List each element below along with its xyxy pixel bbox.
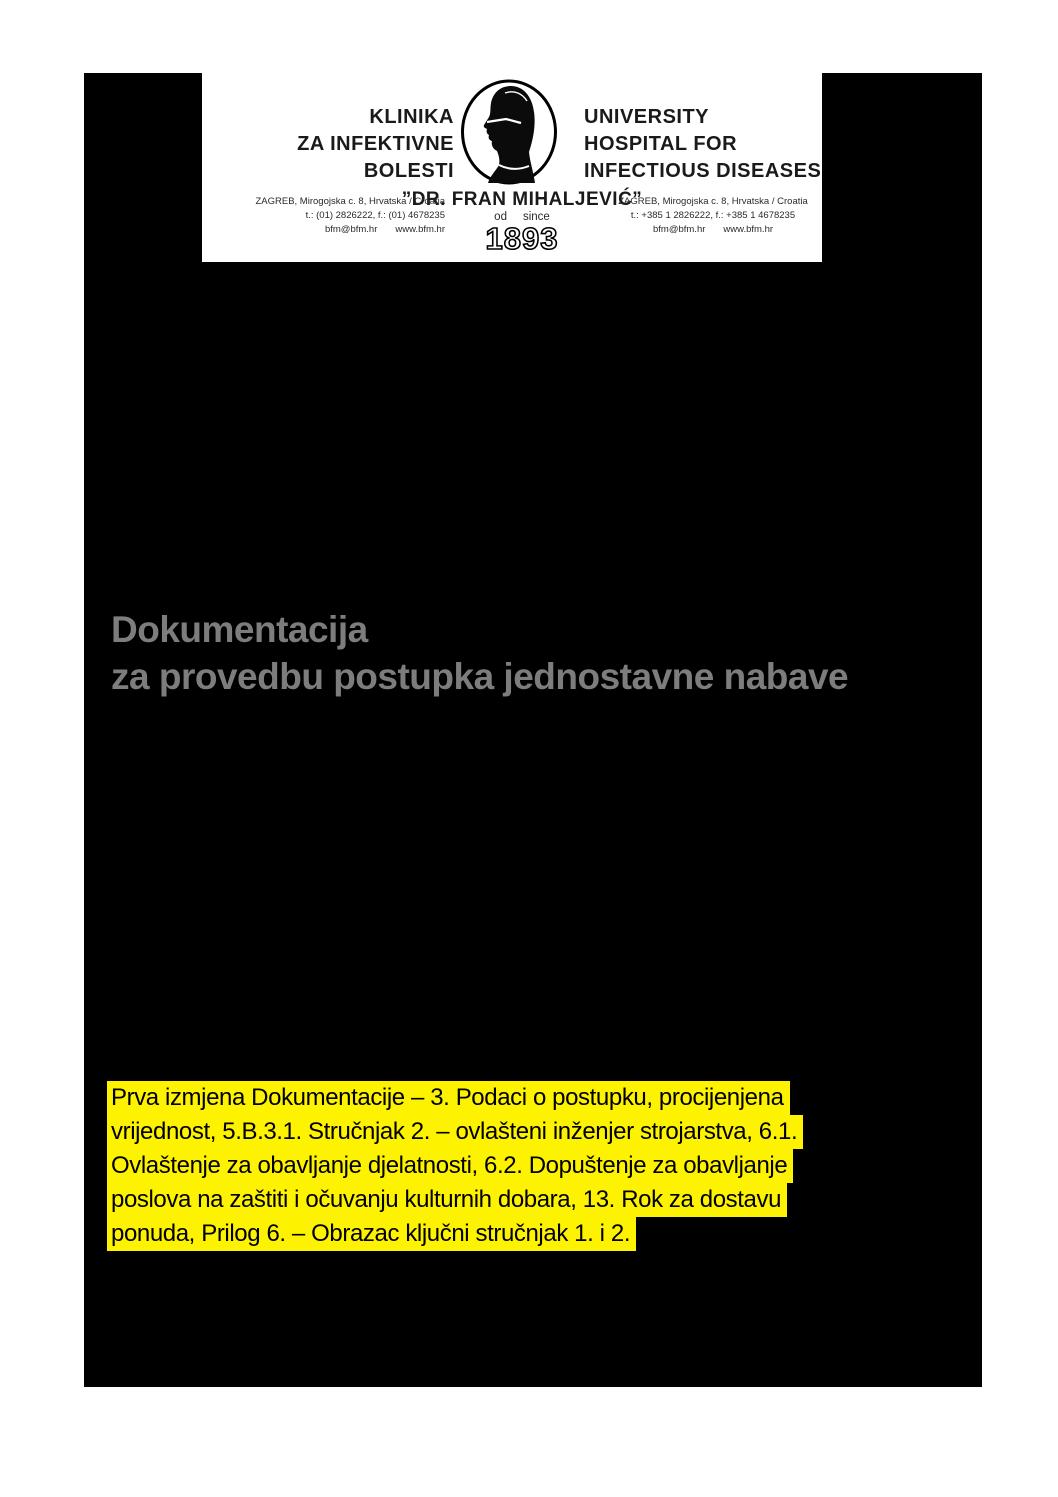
- established-od-label: od: [494, 211, 507, 223]
- doctor-name: ”DR. FRAN MIHALJEVIĆ”: [401, 189, 643, 210]
- clinic-name-hr-line: BOLESTI: [363, 160, 454, 182]
- clinic-name-en-line: UNIVERSITY: [584, 106, 710, 128]
- document-title-line2: za provedbu postupka jednostavne nabave: [111, 656, 849, 697]
- hospital-letterhead: [202, 73, 822, 262]
- clinic-name-hr-line: ZA INFEKTIVNE: [297, 133, 454, 155]
- contact-address: ZAGREB, Mirogojska c. 8, Hrvatska / Croatia: [618, 196, 808, 207]
- amendment-highlight-line: poslova na zaštiti i očuvanju kulturnih dobara, 13. Rok za dostavu: [107, 1183, 967, 1217]
- document-black-body: [84, 73, 982, 1387]
- document-title: [111, 606, 848, 700]
- amendment-highlight-line: ponuda, Prilog 6. – Obrazac ključni stručnjak 1. i 2.: [107, 1217, 967, 1251]
- amendment-highlight-line: Prva izmjena Dokumentacije – 3. Podaci o postupku, procijenjena: [107, 1081, 967, 1115]
- amendment-highlight-line: Ovlaštenje za obavljanje djelatnosti, 6.2. Dopuštenje za obavljanje: [107, 1149, 967, 1183]
- contact-web: www.bfm.hr: [395, 224, 445, 235]
- clinic-name-hr-line: KLINIKA: [369, 106, 454, 128]
- contact-block-croatian: [255, 195, 445, 237]
- contact-email: bfm@bfm.hr: [324, 224, 378, 235]
- hospital-logo-portrait-icon: [459, 77, 559, 191]
- contact-email-web: [600, 223, 826, 237]
- clinic-name-croatian: [297, 104, 454, 185]
- established-year: 1893: [485, 221, 559, 256]
- document-title-line1: Dokumentacija: [111, 609, 368, 650]
- contact-address: ZAGREB, Mirogojska c. 8, Hrvatska / Croatia: [255, 196, 445, 207]
- amendment-notice: [107, 1081, 967, 1251]
- established-year-mark: [470, 212, 574, 254]
- clinic-name-en-line: HOSPITAL FOR: [584, 133, 738, 155]
- contact-phone: t.: (01) 2826222, f.: (01) 4678235: [305, 210, 445, 221]
- amendment-highlight-line: vrijednost, 5.B.3.1. Stručnjak 2. – ovlašteni inženjer strojarstva, 6.1.: [107, 1115, 967, 1149]
- clinic-name-english: [584, 104, 821, 185]
- contact-web: www.bfm.hr: [723, 224, 774, 235]
- established-since-label: since: [522, 211, 550, 223]
- clinic-name-en-line: INFECTIOUS DISEASES: [584, 160, 822, 182]
- contact-email-web: [255, 223, 445, 237]
- contact-block-english: [600, 195, 826, 237]
- contact-email: bfm@bfm.hr: [652, 224, 706, 235]
- contact-phone: t.: +385 1 2826222, f.: +385 1 4678235: [630, 210, 796, 221]
